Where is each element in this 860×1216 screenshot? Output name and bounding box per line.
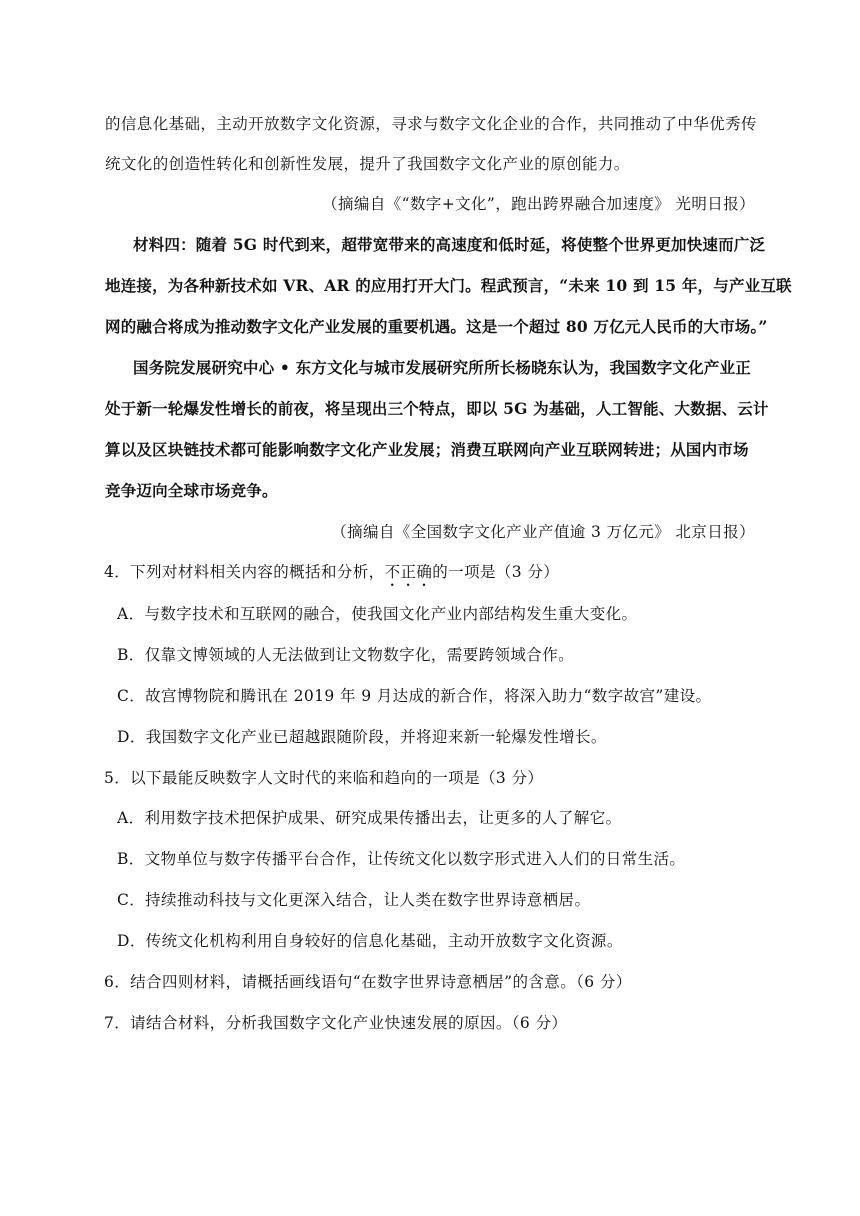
option-c: C．持续推动科技与文化更深入结合，让人类在数字世界诗意栖居。	[117, 891, 591, 909]
stem-text: 4．下列对材料相关内容的概括和分析，	[104, 563, 385, 581]
passage-line: 的信息化基础，主动开放数字文化资源，寻求与数字文化企业的合作，共同推动了中华优秀传	[105, 115, 757, 133]
source-citation: （摘编自《“数字+文化”，跑出跨界融合加速度》 光明日报）	[322, 195, 755, 213]
question-4-stem	[104, 560, 759, 590]
option-b: B．文物单位与数字传播平台合作，让传统文化以数字形式进入人们的日常生活。	[117, 850, 686, 868]
material4-line: 地连接，为各种新技术如 VR、AR 的应用打开大门。程武预言，“未来 10 到 15 年，与产业互联	[105, 276, 792, 295]
material4-line: 网的融合将成为推动数字文化产业发展的重要机遇。这是一个超过 80 万亿元人民币的大市场。”	[105, 317, 768, 336]
material4-line: 算以及区块链技术都可能影响数字文化产业发展；消费互联网向产业互联网转进；从国内市场	[105, 440, 749, 459]
question-7-stem: 7．请结合材料，分析我国数字文化产业快速发展的原因。（6 分）	[104, 1014, 568, 1032]
option-d: D．我国数字文化产业已超越跟随阶段，并将迎来新一轮爆发性增长。	[117, 728, 607, 746]
material4-line: 材料四：随着 5G 时代到来，超带宽带来的高速度和低时延，将使整个世界更加快速而广泛	[133, 235, 766, 254]
source-citation: （摘编自《全国数字文化产业产值逾 3 万亿元》 北京日报）	[331, 523, 755, 541]
option-c: C．故宫博物院和腾讯在 2019 年 9 月达成的新合作，将深入助力“数字故宫”建设。	[117, 687, 712, 705]
passage-line: 统文化的创造性转化和创新性发展，提升了我国数字文化产业的原创能力。	[105, 155, 630, 173]
option-a: A．利用数字技术把保护成果、研究成果传播出去，让更多的人了解它。	[117, 809, 622, 827]
question-6-stem: 6．结合四则材料，请概括画线语句“在数字世界诗意栖居”的含意。（6 分）	[104, 973, 632, 991]
stem-text: 的一项是（3 分）	[432, 563, 560, 581]
material4-line: 竞争迈向全球市场竞争。	[105, 481, 278, 500]
question-5-stem: 5．以下最能反映数字人文时代的来临和趋向的一项是（3 分）	[104, 769, 544, 787]
material4-line: 处于新一轮爆发性增长的前夜，将呈现出三个特点，即以 5G 为基础，人工智能、大数据、云计	[105, 399, 769, 418]
emphasis-text: 不正确	[384, 563, 433, 581]
option-d: D．传统文化机构利用自身较好的信息化基础，主动开放数字文化资源。	[117, 932, 623, 950]
option-b: B．仅靠文博领域的人无法做到让文物数字化，需要跨领域合作。	[117, 646, 574, 664]
material4-line: 国务院发展研究中心 • 东方文化与城市发展研究所所长杨晓东认为，我国数字文化产业正	[133, 358, 751, 377]
option-a: A．与数字技术和互联网的融合，使我国文化产业内部结构发生重大变化。	[117, 605, 638, 623]
